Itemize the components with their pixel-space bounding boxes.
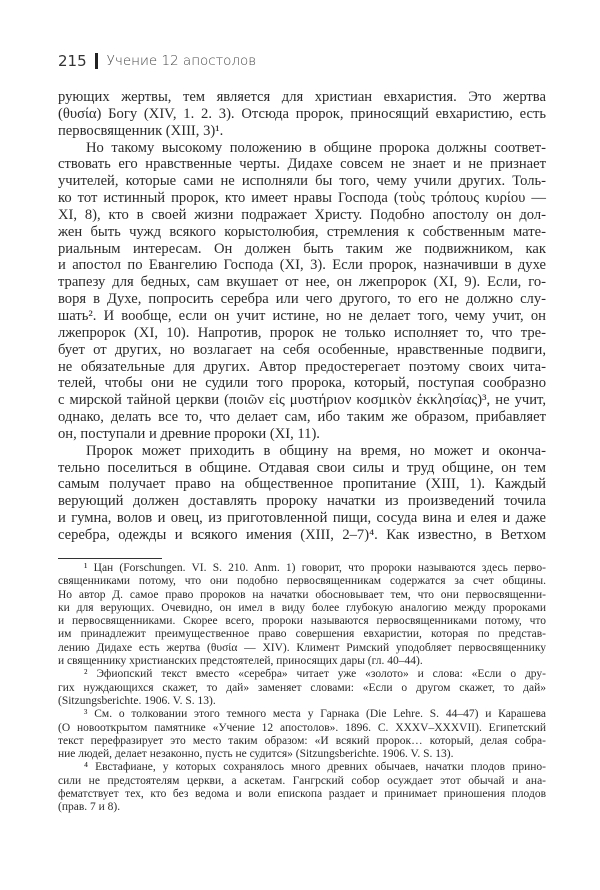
- text-line: рующих жертвы, тем является для христиан евхаристия. Это жертва: [58, 89, 546, 105]
- text-line: первосвященник (XIII, 3)¹.: [58, 122, 224, 139]
- text-line: не обязательные для других. Автор предостерегает поэтому своих чита-: [58, 358, 546, 375]
- footnote-line: фематствует тех, кто без ведома и воли епископа раздает и принимает приношения плодов: [58, 788, 546, 801]
- text-line: серебра, одежды и всякого имения (XIII, 2–7)⁴. Как известно, в Ветхом: [58, 526, 546, 543]
- text-line: учителей, которые сами не исполняли бы того, чему учили других. Толь-: [58, 173, 546, 190]
- footnote-line: гих нуждающихся скажет, то дай» заменяет словами: «Если о другом скажет, то дай»: [58, 681, 546, 694]
- main-text: [58, 89, 546, 544]
- text-line: (θυσία) Богу (XIV, 1. 2. 3). Отсюда пророк, приносящий евхаристию, есть: [58, 105, 546, 122]
- footnote-line: ние людей, делает незаконно, пусть не судится» (Sitzungsberichte. 1906. V. S. 13).: [58, 748, 454, 761]
- text-line: шать². И вообще, если он учит истине, но не делает того, чему учит, он: [58, 307, 546, 324]
- text-line: верующий должен доставлять пророку начатки из произведений точила: [58, 493, 546, 510]
- footnote-line: им принадлежит преимущественное право совершения евхаристии, которая по представ-: [58, 628, 546, 641]
- footnote-line: (прав. 7 и 8).: [58, 801, 121, 814]
- text-line: тельно поселиться в общине. Отдавая свои силы и труд общине, он тем: [58, 459, 546, 476]
- footnote-line: текст перефразирует это место таким образом: «И всякий пророк… который, делая собра-: [58, 734, 546, 747]
- footnote-line: священниками потому, что они подобно первосвященникам содержатся за счет общины.: [58, 575, 546, 588]
- text-line: Но такому высокому положению в общине пророка должны соответ-: [86, 139, 546, 156]
- footnote-line: ² Эфиопский текст вместо «серебра» читает уже «золото» и слова: «Если о дру-: [84, 668, 546, 681]
- footnote-line: ¹ Цан (Forschungen. VI. S. 210. Anm. 1) говорит, что пророки называются здесь перво-: [84, 562, 546, 574]
- footnote-line: ки для верующих. Очевидно, он имел в виду более глубокую аналогию между пророками: [58, 601, 546, 614]
- text-line: с мирской тайной церкви (ποιῶν εἰς μυστήριον κοσμικὸν ἐκκλησίας)³, не учит,: [58, 392, 546, 409]
- footnote-line: (О новооткрытом памятнике «Учение 12 апостолов». 1896. С. XXXV–XXXVII). Египетский: [58, 721, 546, 734]
- footnote-line: сили не предстоятелям церкви, а аскетам. Гангрский собор осуждает этот обычай и ана-: [58, 774, 546, 787]
- text-line: и гумна, волов и овец, из приготовленной пищи, сосуда вина и елея и даже: [58, 510, 546, 527]
- footnote-line: лению Дидахе есть жертва (θυσία — XIV). Климент Римский уподобляет первосвященнику: [58, 641, 546, 654]
- footnote-line: ⁴ Евстафиане, у которых сохранялось много древних обычаев, начатки плодов прино-: [84, 761, 546, 774]
- text-line: лжепророк (XI, 10). Напротив, пророк не только исполняет то, что тре-: [58, 324, 546, 341]
- text-line: жен быть чужд всякого корыстолюбия, стремления к собственным мате-: [58, 223, 546, 240]
- text-line: телей, чтобы они не судили того пророка, который, поступая сообразно: [58, 375, 546, 392]
- text-line: ко тот истинный пророк, кто имеет нравы Господа (τοὺς τρόπους κυρίου —: [58, 190, 546, 207]
- footnote-line: ³ См. о толковании этого темного места у Гарнака (Die Lehre. S. 44–47) и Карашева: [84, 708, 546, 721]
- text-line: однако, делать все то, что делает сам, ибо таким же образом, прибавляет: [58, 409, 546, 426]
- text-line: воря в Духе, попросить серебра или чего другого, то его не должно слу-: [58, 291, 546, 308]
- text-line: самым получает право на общественное пропитание (XIII, 1). Каждый: [58, 476, 546, 493]
- page-number: 215: [58, 52, 87, 70]
- running-header: [58, 52, 256, 70]
- text-line: риальным интересам. Он должен быть таким же подвижником, как: [58, 240, 546, 257]
- footnote-line: Но автор Д. самое право пророков на начатки обосновывает тем, что они первосвященни-: [58, 588, 546, 601]
- footnote-line: и священнику христианских предстоятелей, приносящих дары (гл. 40–44).: [58, 655, 423, 668]
- footnote-rule: [58, 558, 162, 559]
- running-title: Учение 12 апостолов: [106, 53, 257, 69]
- footnote-line: (Sitzungsberichte. 1906. V. S. 13).: [58, 694, 216, 707]
- footnote-line: и первосвященниками. Скорее всего, пророки называются первосвященниками потому, что: [58, 615, 546, 628]
- header-divider: [95, 53, 98, 69]
- text-line: бует от других, но возлагает на себя особенные, нравственные подвиги,: [58, 341, 546, 358]
- text-line: и апостол по Евангелию Господа (XI, 3). Если пророк, назначивши в духе: [58, 257, 546, 274]
- footnotes: [58, 562, 546, 815]
- text-line: ствовать его нравственные черты. Дидахе совсем не знает и не признает: [58, 156, 546, 173]
- text-line: трапезу для бедных, сам вкушает от нее, он лжепророк (XI, 9). Если, го-: [58, 274, 546, 291]
- text-line: он, поступали и древние пророки (XI, 11).: [58, 425, 320, 442]
- text-line: XI, 8), кто в своей жизни подражает Христу. Подобно апостолу он дол-: [58, 206, 546, 223]
- text-line: Пророк может приходить в общину на время, но может и оконча-: [86, 442, 546, 459]
